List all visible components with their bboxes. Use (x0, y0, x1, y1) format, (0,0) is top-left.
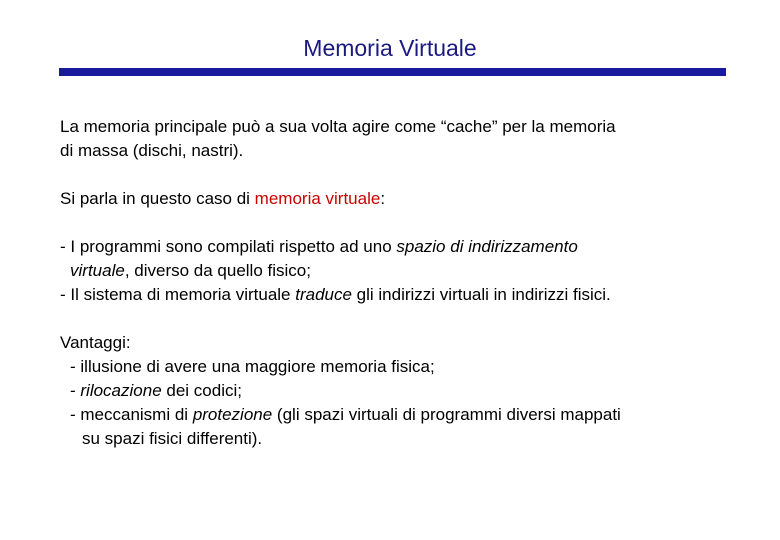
slide-body (60, 115, 760, 451)
advantage-item-illusion: - illusione di avere una maggiore memoria fisica; (70, 357, 435, 376)
highlight-term: memoria virtuale (254, 189, 381, 208)
sentence-text: Si parla in questo caso di (60, 189, 255, 208)
bullet-text: gli indirizzi virtuali in indirizzi fisici. (351, 285, 611, 304)
advantage-text: - meccanismi di (70, 405, 193, 424)
spacer (60, 211, 760, 235)
title-underline-rule (59, 68, 726, 76)
advantage-text: - (70, 381, 81, 400)
bullet-emphasis: virtuale (70, 261, 125, 280)
bullet-text: - I programmi sono compilati rispetto ad uno (60, 237, 397, 256)
bullet-text: , diverso da quello fisico; (124, 261, 311, 280)
advantage-item-relocation (60, 379, 760, 403)
bullet-compiled-programs-cont (60, 259, 760, 283)
bullet-compiled-programs (60, 235, 760, 259)
sentence-colon: : (380, 189, 386, 208)
intro-line-1: La memoria principale può a sua volta agire come “cache” per la memoria (60, 117, 616, 136)
bullet-emphasis: spazio di indirizzamento (396, 237, 578, 256)
advantages-heading: Vantaggi: (60, 333, 131, 352)
intro-line-2: di massa (dischi, nastri). (60, 141, 244, 160)
bullet-translation (60, 283, 760, 307)
bullet-text: - Il sistema di memoria virtuale (60, 285, 296, 304)
slide-title: Memoria Virtuale (303, 35, 477, 61)
virtual-memory-sentence (60, 187, 760, 211)
bullet-emphasis: traduce (295, 285, 352, 304)
advantage-emphasis: protezione (192, 405, 273, 424)
advantage-emphasis: rilocazione (80, 381, 162, 400)
advantage-item-protection-cont: su spazi fisici differenti). (82, 429, 263, 448)
advantage-text: dei codici; (161, 381, 242, 400)
spacer (60, 307, 760, 331)
advantage-item-protection (60, 403, 760, 427)
advantage-text: (gli spazi virtuali di programmi diversi mappati (272, 405, 621, 424)
spacer (60, 163, 760, 187)
